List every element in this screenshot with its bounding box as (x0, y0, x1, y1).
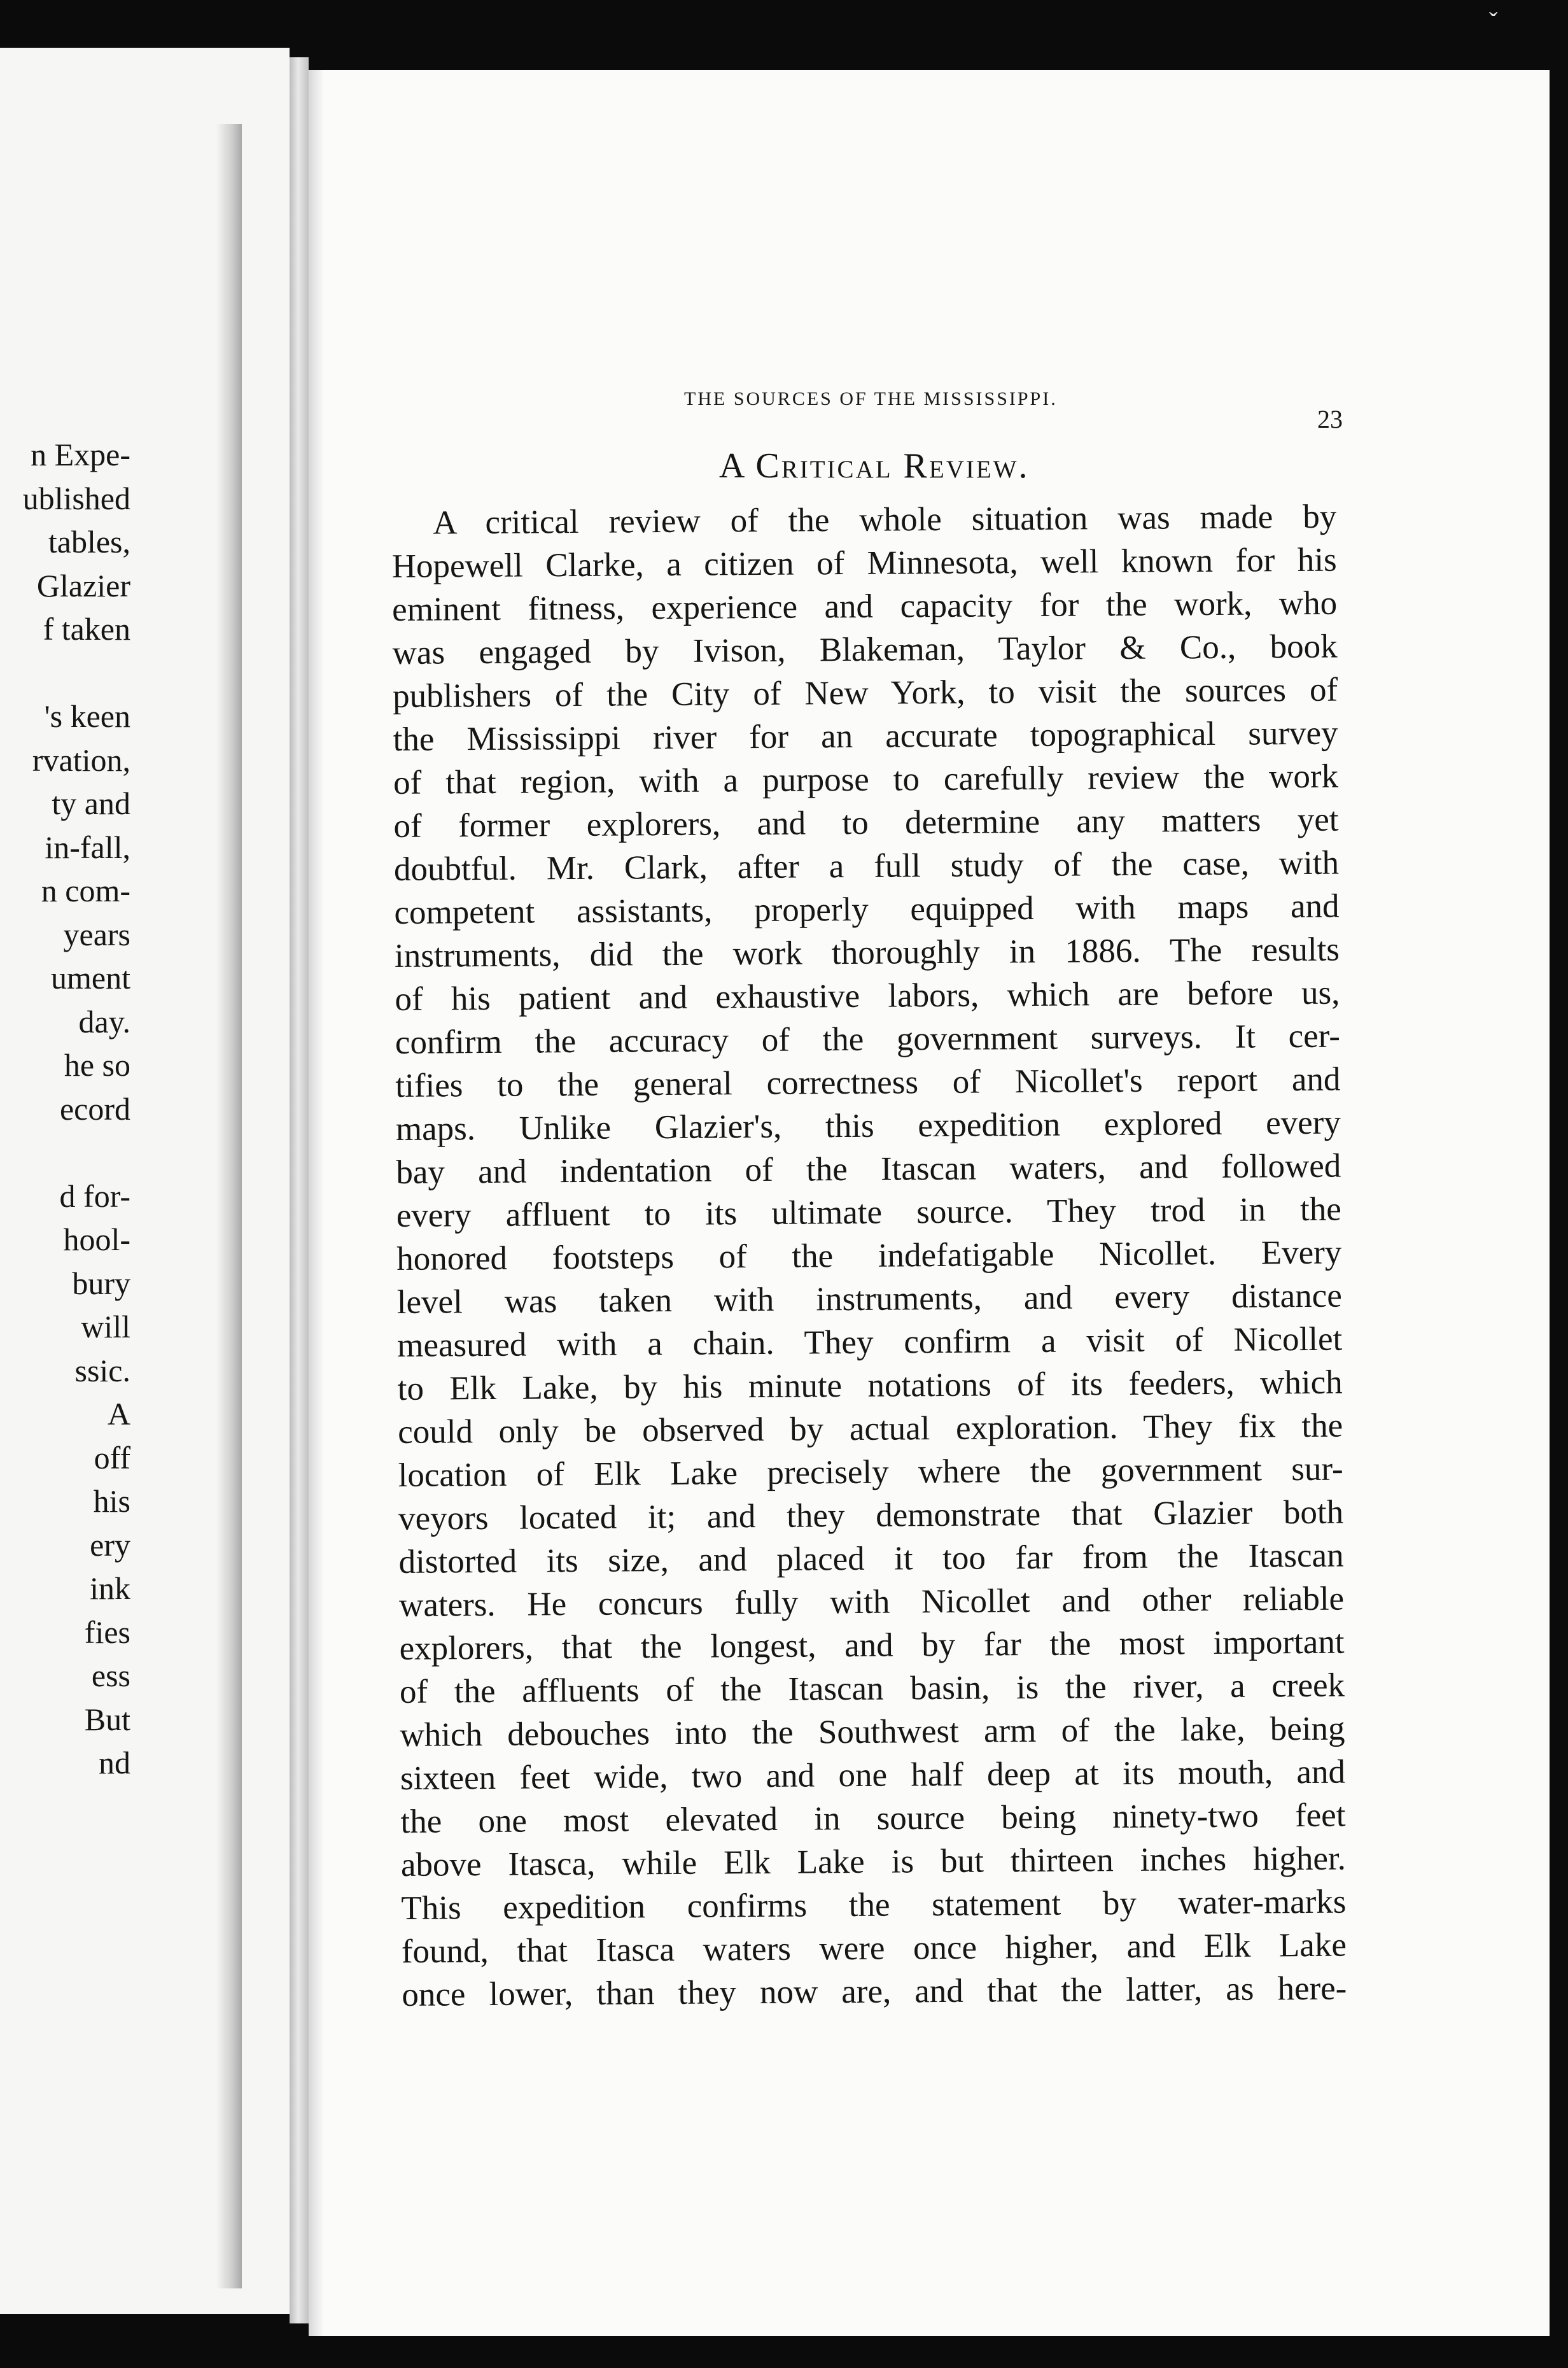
left-line: d for- (59, 1178, 130, 1214)
left-line: ess (91, 1658, 130, 1693)
body-line: the one most elevated in source being ninety-two feet (400, 1796, 1346, 1840)
body-line: waters. He concurs fully with Nicollet and other reliable (398, 1580, 1345, 1624)
left-page-text (0, 433, 130, 1785)
body-line: tifies to the general correctness of Nicollet's report and (395, 1061, 1341, 1104)
body-line: every affluent to its ultimate source. They trod in the (396, 1190, 1341, 1234)
body-line: A critical review of the whole situation was made by (433, 498, 1337, 542)
body-line: doubtful. Mr. Clark, after a full study of the case, with (393, 844, 1340, 888)
left-line: ecord (59, 1090, 130, 1127)
body-line: which debouches into the Southwest arm of the lake, being (400, 1710, 1345, 1754)
left-line: bury (72, 1265, 130, 1301)
scan-speck: ˇ (1489, 7, 1498, 36)
left-line: years (63, 916, 130, 952)
left-line-blank (0, 1131, 130, 1174)
body-line: found, that Itasca waters were once higher, and Elk Lake (401, 1926, 1347, 1970)
book-spine-seam (290, 57, 309, 2323)
page-number: 23 (1317, 405, 1343, 433)
left-line: ty and (52, 786, 130, 821)
body-line: could only be observed by actual exploration. They fix the (398, 1407, 1343, 1451)
left-line: ublished (22, 480, 130, 516)
left-line: hool- (63, 1222, 130, 1257)
left-line: his (93, 1483, 130, 1519)
left-line: 's keen (44, 698, 130, 734)
body-line: Hopewell Clarke, a citizen of Minnesota, well known for his (391, 541, 1337, 585)
body-line: measured with a chain. They confirm a visit of Nicollet (397, 1320, 1343, 1364)
left-line: in-fall, (45, 829, 130, 865)
body-line: instruments, did the work thoroughly in 1886. The results (394, 931, 1340, 975)
left-line: he so (64, 1047, 130, 1083)
body-line: level was taken with instruments, and every distance (396, 1277, 1342, 1321)
left-line: ssic. (74, 1352, 130, 1388)
left-line: f taken (43, 611, 130, 647)
body-line: publishers of the City of New York, to visit the sources of (392, 671, 1338, 715)
left-line: A (107, 1396, 130, 1432)
left-line: day. (78, 1003, 130, 1040)
body-line: of that region, with a purpose to carefully review the work (393, 758, 1339, 801)
body-line: confirm the accuracy of the government surveys. It cer- (395, 1017, 1341, 1061)
body-line: location of Elk Lake precisely where the government sur- (398, 1450, 1343, 1494)
left-line: n Expe- (31, 437, 130, 472)
left-line: nd (99, 1745, 130, 1780)
left-line: ink (90, 1570, 130, 1606)
left-line: tables, (48, 524, 130, 560)
left-line: ery (90, 1526, 130, 1563)
body-line: once lower, than they now are, and that the latter, as here- (402, 1970, 1347, 2013)
left-line: rvation, (32, 742, 130, 778)
left-line: off (94, 1439, 130, 1476)
left-page (0, 48, 290, 2314)
body-line: distorted its size, and placed it too far from the Itascan (398, 1537, 1344, 1581)
body-line: of his patient and exhaustive labors, which are before us, (395, 974, 1340, 1018)
section-heading: A Critical Review. (719, 446, 1030, 486)
left-line: will (81, 1309, 130, 1344)
left-page-gutter-shadow (216, 124, 242, 2288)
body-line: competent assistants, properly equipped with maps and (394, 887, 1340, 931)
body-text (391, 495, 1347, 2017)
left-line: ument (51, 960, 130, 996)
body-line: honored footsteps of the indefatigable Nicollet. Every (396, 1234, 1342, 1278)
left-line: Glazier (36, 567, 130, 603)
left-line: fies (84, 1614, 130, 1650)
body-line: bay and indentation of the Itascan waters, and followed (396, 1147, 1341, 1191)
left-line: But (84, 1701, 130, 1737)
body-line: was engaged by Ivison, Blakeman, Taylor & Co., book (392, 628, 1338, 672)
left-line: n com- (41, 873, 130, 908)
body-line: sixteen feet wide, two and one half deep at its mouth, and (400, 1753, 1346, 1797)
body-line: to Elk Lake, by his minute notations of its feeders, which (397, 1364, 1343, 1407)
left-line-blank (0, 651, 130, 695)
body-line: This expedition confirms the statement by water-marks (401, 1883, 1347, 1927)
body-line: explorers, that the longest, and by far the most important (399, 1623, 1345, 1667)
body-line: above Itasca, while Elk Lake is but thirteen inches higher. (400, 1840, 1347, 1884)
body-line: maps. Unlike Glazier's, this expedition explored every (395, 1104, 1341, 1148)
body-line: the Mississippi river for an accurate topographical survey (393, 714, 1338, 758)
running-head: THE SOURCES OF THE MISSISSIPPI. (684, 388, 1058, 409)
body-line: veyors located it; and they demonstrate that Glazier both (398, 1493, 1344, 1537)
body-line: of former explorers, and to determine any matters yet (393, 801, 1339, 845)
body-line: eminent fitness, experience and capacity for the work, who (391, 584, 1338, 628)
body-line: of the affluents of the Itascan basin, is the river, a creek (399, 1667, 1345, 1710)
